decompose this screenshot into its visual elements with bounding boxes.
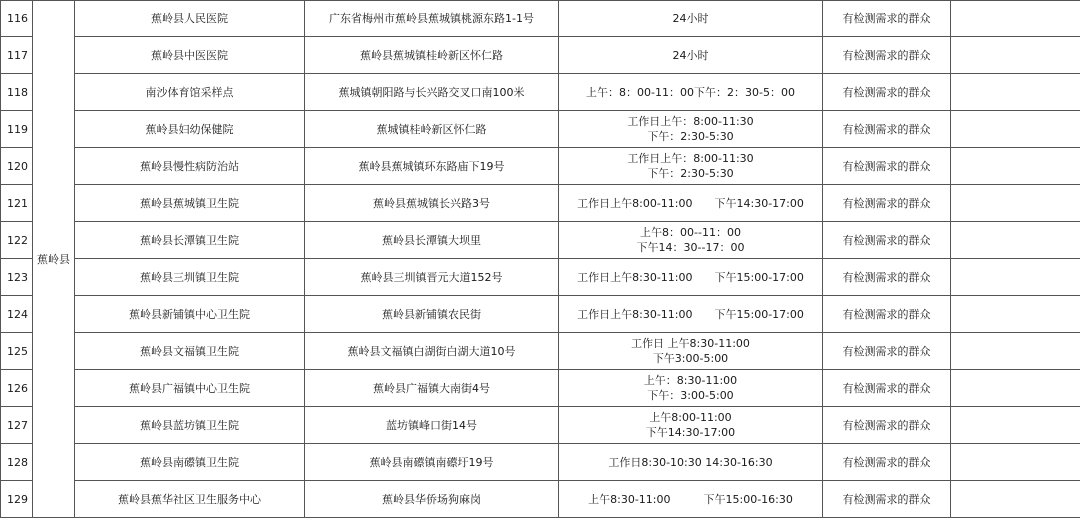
service-hours-line: 24小时 <box>672 12 709 25</box>
service-hours-line: 工作日上午8:00-11:00 下午14:30-17:00 <box>577 196 804 210</box>
service-hours <box>559 222 823 259</box>
service-hours <box>559 37 823 74</box>
empty-cell <box>951 259 1080 296</box>
target-group: 有检测需求的群众 <box>823 1 951 37</box>
row-number: 119 <box>1 111 33 148</box>
site-name: 蕉岭县慢性病防治站 <box>75 148 305 185</box>
site-address: 蕉岭县文福镇白湖街白湖大道10号 <box>305 333 559 370</box>
site-name: 蕉岭县人民医院 <box>75 1 305 37</box>
table-row <box>1 481 1080 518</box>
site-address: 蕉城镇桂岭新区怀仁路 <box>305 111 559 148</box>
site-name: 蕉岭县新铺镇中心卫生院 <box>75 296 305 333</box>
site-name: 蕉岭县三圳镇卫生院 <box>75 259 305 296</box>
service-hours-line: 下午：3:00-5:00 <box>647 389 734 402</box>
site-name: 南沙体育馆采样点 <box>75 74 305 111</box>
table-row <box>1 259 1080 296</box>
target-group: 有检测需求的群众 <box>823 185 951 222</box>
service-hours-line: 24小时 <box>672 48 709 62</box>
service-hours-line: 上午：8:30-11:00 <box>643 374 738 387</box>
service-hours <box>559 185 823 222</box>
row-number: 124 <box>1 296 33 333</box>
service-hours <box>559 333 823 370</box>
service-hours <box>559 259 823 296</box>
service-hours-line: 下午14:30-17:00 <box>645 426 736 439</box>
table-row <box>1 444 1080 481</box>
empty-cell <box>951 296 1080 333</box>
site-name: 蕉岭县妇幼保健院 <box>75 111 305 148</box>
target-group: 有检测需求的群众 <box>823 74 951 111</box>
service-hours-line: 工作日上午：8:00-11:30 <box>627 115 754 128</box>
target-group: 有检测需求的群众 <box>823 37 951 74</box>
service-hours-line: 工作日上午8:30-11:00 下午15:00-17:00 <box>577 270 804 284</box>
service-hours-line: 工作日上午：8:00-11:30 <box>627 152 754 165</box>
target-group: 有检测需求的群众 <box>823 333 951 370</box>
site-address: 蕉岭县广福镇大南街4号 <box>305 370 559 407</box>
target-group: 有检测需求的群众 <box>823 259 951 296</box>
row-number: 117 <box>1 37 33 74</box>
table-row <box>1 185 1080 222</box>
empty-cell <box>951 407 1080 444</box>
county-cell: 蕉岭县 <box>33 1 75 518</box>
target-group: 有检测需求的群众 <box>823 370 951 407</box>
service-hours-line: 下午：2:30-5:30 <box>647 167 734 180</box>
row-number: 122 <box>1 222 33 259</box>
table-row <box>1 296 1080 333</box>
row-number: 120 <box>1 148 33 185</box>
service-hours-line: 上午8:30-11:00 下午15:00-16:30 <box>588 492 793 506</box>
row-number: 128 <box>1 444 33 481</box>
row-number: 123 <box>1 259 33 296</box>
site-name: 蕉岭县南礤镇卫生院 <box>75 444 305 481</box>
empty-cell <box>951 444 1080 481</box>
service-hours-line: 下午14：30--17：00 <box>636 241 745 254</box>
service-hours-line: 下午：2:30-5:30 <box>647 130 734 143</box>
service-hours <box>559 1 823 37</box>
service-hours-line: 工作日8:30-10:30 14:30-16:30 <box>608 455 773 469</box>
target-group: 有检测需求的群众 <box>823 407 951 444</box>
site-address: 蕉岭县南礤镇南礤圩19号 <box>305 444 559 481</box>
site-address: 蕉岭县三圳镇晋元大道152号 <box>305 259 559 296</box>
site-address: 蕉城镇朝阳路与长兴路交叉口南100米 <box>305 74 559 111</box>
table-row <box>1 333 1080 370</box>
service-hours <box>559 148 823 185</box>
service-hours <box>559 296 823 333</box>
table-row <box>1 407 1080 444</box>
service-hours <box>559 481 823 518</box>
target-group: 有检测需求的群众 <box>823 444 951 481</box>
site-name: 蕉岭县蕉城镇卫生院 <box>75 185 305 222</box>
empty-cell <box>951 185 1080 222</box>
site-address: 蕉岭县华侨场狗麻岗 <box>305 481 559 518</box>
row-number: 127 <box>1 407 33 444</box>
service-hours-line: 上午8:00-11:00 <box>649 411 732 424</box>
site-address: 蕉岭县蕉城镇环东路庙下19号 <box>305 148 559 185</box>
site-name: 蕉岭县长潭镇卫生院 <box>75 222 305 259</box>
service-hours-line: 工作日 上午8:30-11:00 <box>631 337 750 350</box>
service-hours <box>559 74 823 111</box>
row-number: 121 <box>1 185 33 222</box>
site-name: 蕉岭县文福镇卫生院 <box>75 333 305 370</box>
target-group: 有检测需求的群众 <box>823 111 951 148</box>
empty-cell <box>951 481 1080 518</box>
table-row <box>1 74 1080 111</box>
service-hours <box>559 407 823 444</box>
service-hours <box>559 370 823 407</box>
row-number: 129 <box>1 481 33 518</box>
empty-cell <box>951 222 1080 259</box>
target-group: 有检测需求的群众 <box>823 481 951 518</box>
site-address: 蕉岭县蕉城镇桂岭新区怀仁路 <box>305 37 559 74</box>
table-row <box>1 111 1080 148</box>
table-row <box>1 222 1080 259</box>
site-address: 蓝坊镇峰口街14号 <box>305 407 559 444</box>
target-group: 有检测需求的群众 <box>823 148 951 185</box>
site-address: 蕉岭县新铺镇农民街 <box>305 296 559 333</box>
table-row <box>1 148 1080 185</box>
service-hours <box>559 444 823 481</box>
empty-cell <box>951 1 1080 37</box>
site-address: 蕉岭县蕉城镇长兴路3号 <box>305 185 559 222</box>
site-name: 蕉岭县广福镇中心卫生院 <box>75 370 305 407</box>
row-number: 126 <box>1 370 33 407</box>
empty-cell <box>951 148 1080 185</box>
table-row <box>1 370 1080 407</box>
service-hours <box>559 111 823 148</box>
row-number: 118 <box>1 74 33 111</box>
site-address: 蕉岭县长潭镇大坝里 <box>305 222 559 259</box>
row-number: 116 <box>1 1 33 37</box>
site-name: 蕉岭县蕉华社区卫生服务中心 <box>75 481 305 518</box>
table-body <box>1 1 1080 518</box>
target-group: 有检测需求的群众 <box>823 296 951 333</box>
table-row <box>1 37 1080 74</box>
row-number: 125 <box>1 333 33 370</box>
target-group: 有检测需求的群众 <box>823 222 951 259</box>
service-hours-line: 上午8：00--11：00 <box>640 226 741 239</box>
service-hours-line: 工作日上午8:30-11:00 下午15:00-17:00 <box>577 307 804 321</box>
empty-cell <box>951 333 1080 370</box>
empty-cell <box>951 74 1080 111</box>
service-hours-line: 下午3:00-5:00 <box>652 352 729 365</box>
site-name: 蕉岭县蓝坊镇卫生院 <box>75 407 305 444</box>
empty-cell <box>951 37 1080 74</box>
site-address: 广东省梅州市蕉岭县蕉城镇桃源东路1-1号 <box>305 1 559 37</box>
site-name: 蕉岭县中医医院 <box>75 37 305 74</box>
service-hours-line: 上午：8：00-11：00下午：2：30-5：00 <box>586 85 795 99</box>
empty-cell <box>951 370 1080 407</box>
table-row <box>1 1 1080 37</box>
empty-cell <box>951 111 1080 148</box>
